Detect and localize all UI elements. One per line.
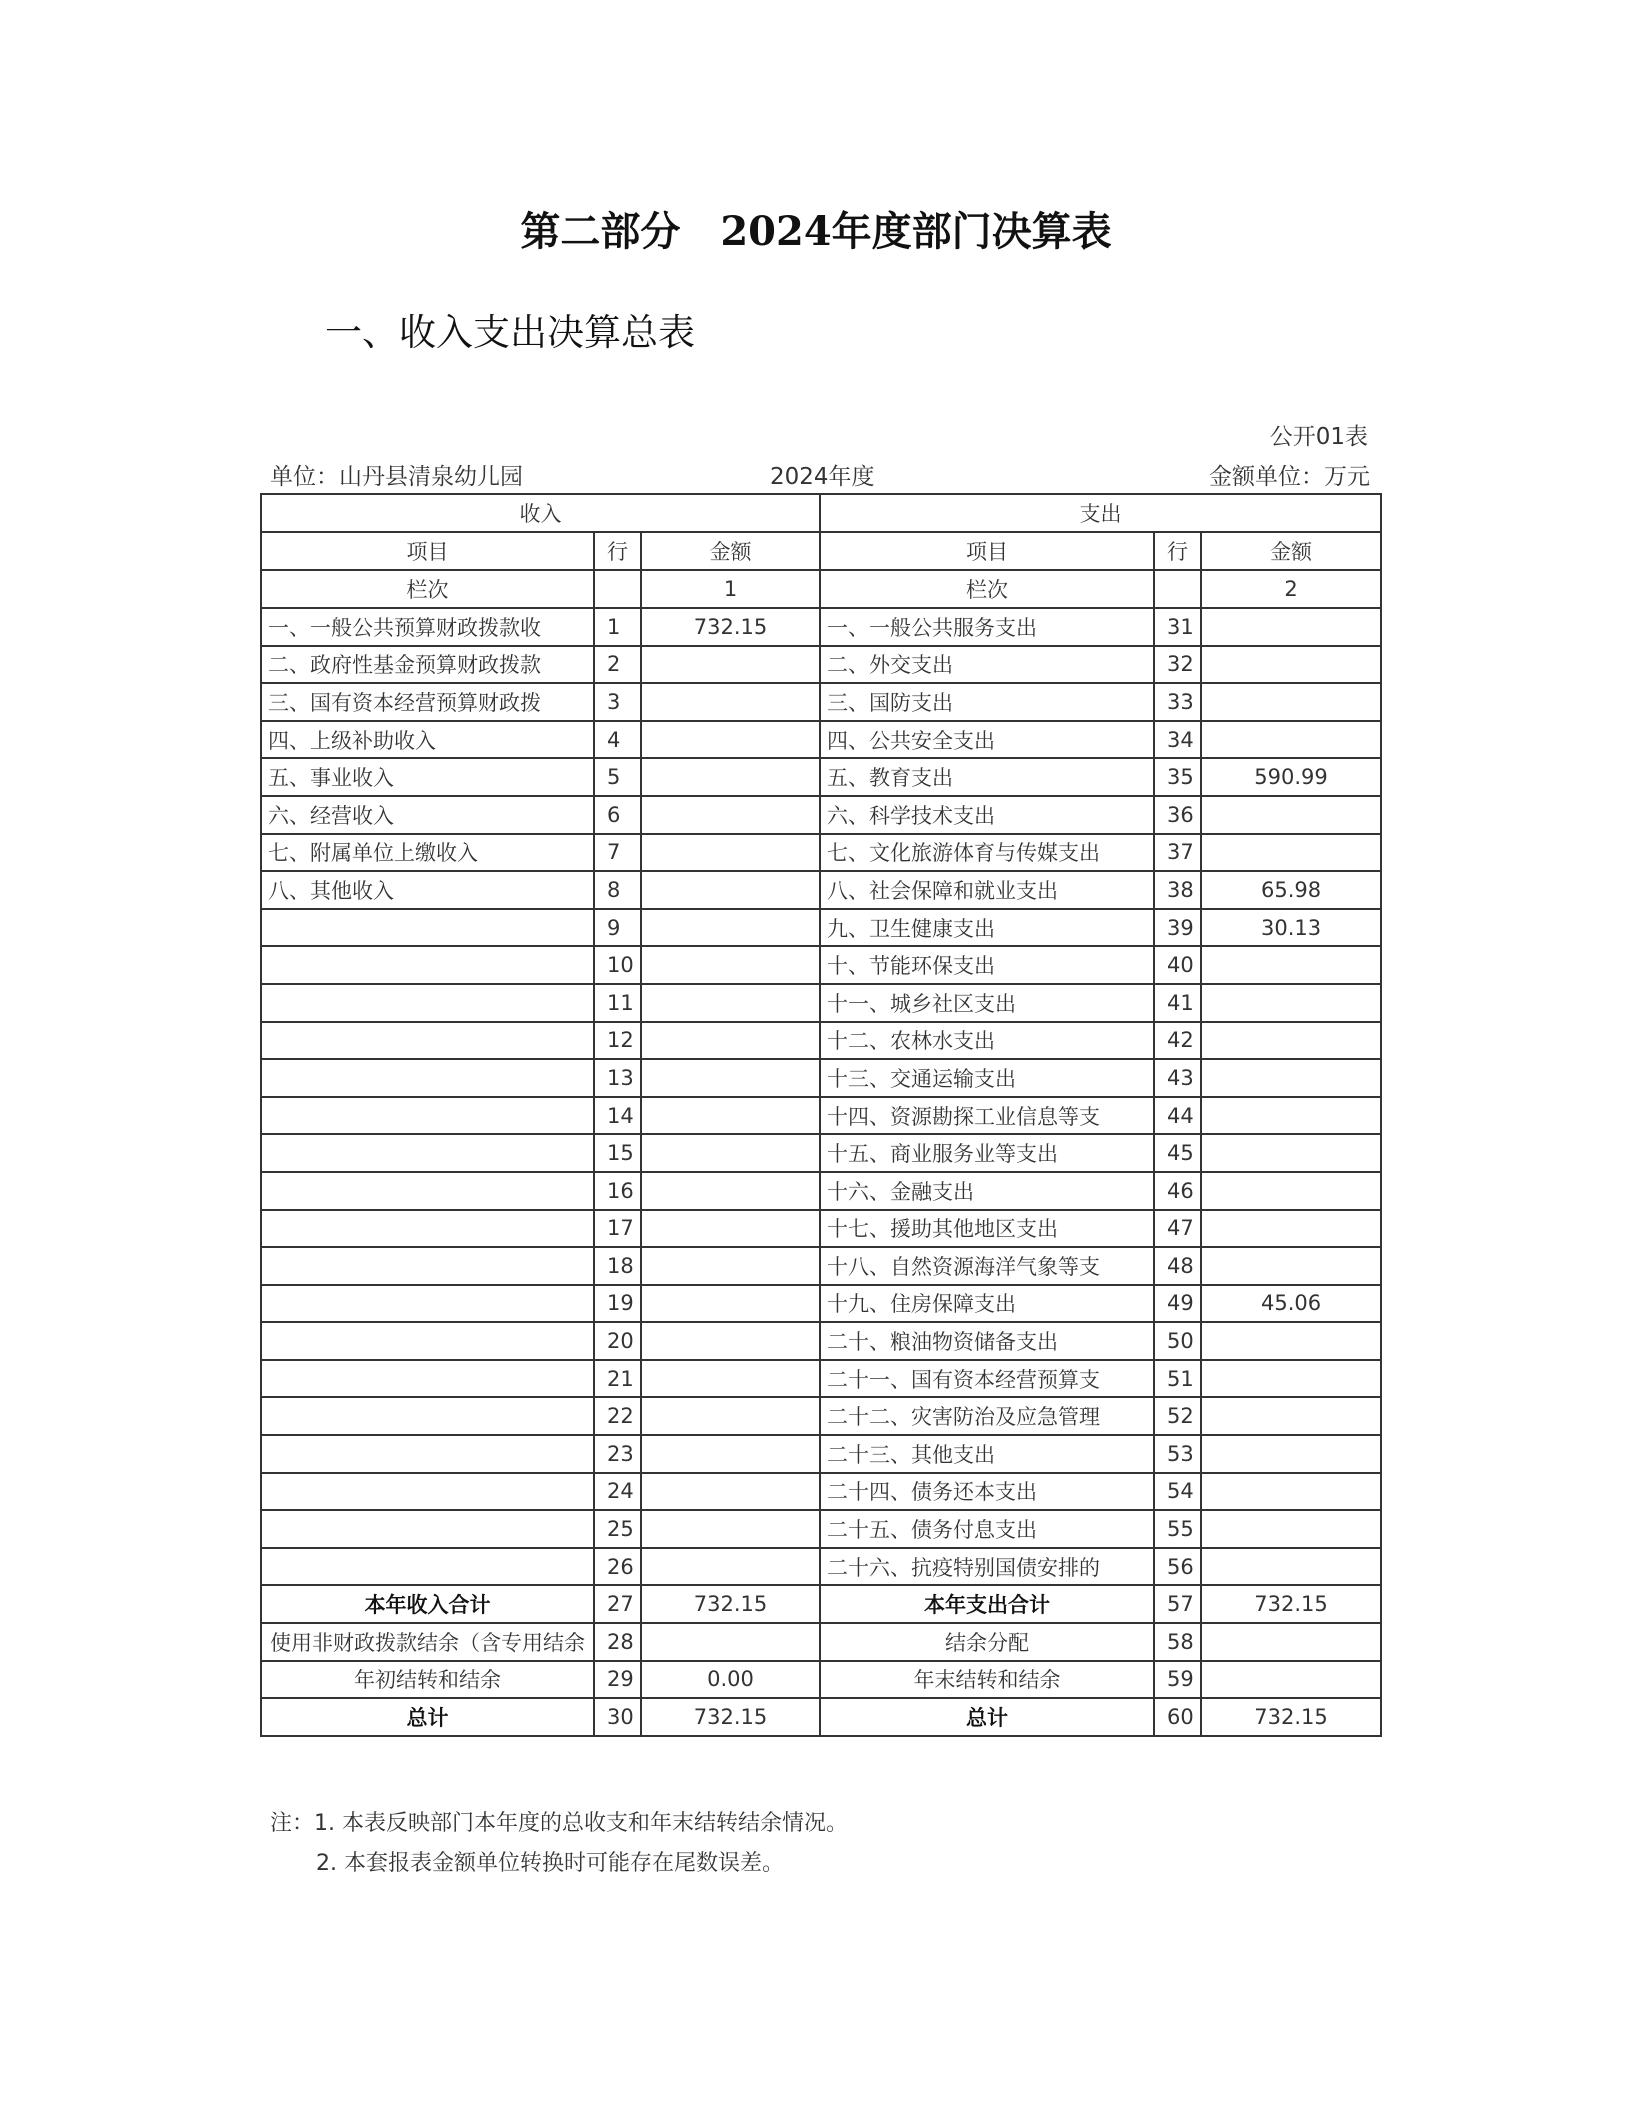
income-item: 三、国有资本经营预算财政拨 <box>261 683 594 721</box>
column-index: 2 <box>1201 570 1381 608</box>
unit-name: 单位：山丹县清泉幼儿园 <box>270 464 523 490</box>
expense-row-no: 59 <box>1154 1661 1201 1699</box>
income-item <box>261 1285 594 1323</box>
income-row-no: 25 <box>594 1510 641 1548</box>
income-item: 总计 <box>261 1698 594 1736</box>
expense-amount <box>1201 1397 1381 1435</box>
income-row-no: 3 <box>594 683 641 721</box>
expense-amount <box>1201 1435 1381 1473</box>
expense-item: 十三、交通运输支出 <box>820 1059 1154 1097</box>
table-row <box>261 1097 1381 1135</box>
income-row-no: 11 <box>594 984 641 1022</box>
expense-row-no: 48 <box>1154 1247 1201 1285</box>
expense-item: 二十二、灾害防治及应急管理 <box>820 1397 1154 1435</box>
expense-row-no: 46 <box>1154 1172 1201 1210</box>
expense-item: 十五、商业服务业等支出 <box>820 1134 1154 1172</box>
income-amount <box>641 1210 820 1248</box>
table-row <box>261 946 1381 984</box>
expense-item: 三、国防支出 <box>820 683 1154 721</box>
expense-row-no: 45 <box>1154 1134 1201 1172</box>
summary-row <box>261 1698 1381 1736</box>
expense-item: 一、一般公共服务支出 <box>820 608 1154 646</box>
income-row-no: 21 <box>594 1360 641 1398</box>
expense-amount: 30.13 <box>1201 909 1381 947</box>
summary-row <box>261 1623 1381 1661</box>
section-title: 一、收入支出决算总表 <box>325 311 695 354</box>
expense-amount <box>1201 1473 1381 1511</box>
expense-row-no: 42 <box>1154 1022 1201 1060</box>
income-item <box>261 1322 594 1360</box>
expense-row-no: 44 <box>1154 1097 1201 1135</box>
expense-item: 二、外交支出 <box>820 646 1154 684</box>
expense-item: 五、教育支出 <box>820 758 1154 796</box>
expense-item: 十六、金融支出 <box>820 1172 1154 1210</box>
table-row <box>261 1397 1381 1435</box>
income-row-no: 27 <box>594 1585 641 1623</box>
table-row <box>261 1360 1381 1398</box>
table-row <box>261 1059 1381 1097</box>
income-row-no: 24 <box>594 1473 641 1511</box>
expense-amount <box>1201 946 1381 984</box>
header-row-sections <box>261 494 1381 532</box>
income-amount <box>641 1285 820 1323</box>
expense-amount <box>1201 1134 1381 1172</box>
expense-item: 九、卫生健康支出 <box>820 909 1154 947</box>
income-row-no: 13 <box>594 1059 641 1097</box>
expense-item: 二十六、抗疫特别国债安排的 <box>820 1548 1154 1586</box>
income-item <box>261 946 594 984</box>
expense-row-no: 51 <box>1154 1360 1201 1398</box>
income-item <box>261 1022 594 1060</box>
empty-cell <box>1154 570 1201 608</box>
income-amount <box>641 1022 820 1060</box>
income-item <box>261 909 594 947</box>
form-number: 公开01表 <box>1269 424 1368 450</box>
expense-item: 十七、援助其他地区支出 <box>820 1210 1154 1248</box>
expense-item: 十四、资源勘探工业信息等支 <box>820 1097 1154 1135</box>
income-amount: 0.00 <box>641 1661 820 1699</box>
table-row <box>261 984 1381 1022</box>
income-expense-table <box>260 493 1382 1737</box>
expense-amount <box>1201 984 1381 1022</box>
income-item: 四、上级补助收入 <box>261 721 594 759</box>
expense-amount <box>1201 1022 1381 1060</box>
income-amount: 732.15 <box>641 1585 820 1623</box>
income-amount <box>641 758 820 796</box>
table-row <box>261 1285 1381 1323</box>
table-row <box>261 1134 1381 1172</box>
income-amount <box>641 984 820 1022</box>
income-item <box>261 1172 594 1210</box>
table-row <box>261 1548 1381 1586</box>
expense-amount <box>1201 683 1381 721</box>
expense-row-no: 57 <box>1154 1585 1201 1623</box>
expense-item: 本年支出合计 <box>820 1585 1154 1623</box>
income-item: 本年收入合计 <box>261 1585 594 1623</box>
expense-amount <box>1201 1210 1381 1248</box>
table-row <box>261 758 1381 796</box>
income-row-no: 10 <box>594 946 641 984</box>
income-item <box>261 1397 594 1435</box>
income-item <box>261 1059 594 1097</box>
col-row: 行 <box>594 532 641 570</box>
expense-amount: 45.06 <box>1201 1285 1381 1323</box>
expense-amount: 732.15 <box>1201 1698 1381 1736</box>
income-row-no: 20 <box>594 1322 641 1360</box>
expense-amount <box>1201 1623 1381 1661</box>
income-item <box>261 1473 594 1511</box>
expense-header: 支出 <box>820 494 1381 532</box>
table-row <box>261 683 1381 721</box>
income-item <box>261 1548 594 1586</box>
expense-item: 七、文化旅游体育与传媒支出 <box>820 834 1154 872</box>
col-item: 项目 <box>820 532 1154 570</box>
income-row-no: 5 <box>594 758 641 796</box>
unit-row <box>270 458 1370 488</box>
income-row-no: 29 <box>594 1661 641 1699</box>
income-amount <box>641 1623 820 1661</box>
expense-row-no: 53 <box>1154 1435 1201 1473</box>
income-row-no: 9 <box>594 909 641 947</box>
income-amount <box>641 1097 820 1135</box>
expense-amount <box>1201 1059 1381 1097</box>
income-row-no: 7 <box>594 834 641 872</box>
income-row-no: 12 <box>594 1022 641 1060</box>
expense-row-no: 58 <box>1154 1623 1201 1661</box>
income-amount: 732.15 <box>641 608 820 646</box>
income-row-no: 4 <box>594 721 641 759</box>
table-row <box>261 721 1381 759</box>
table-row <box>261 1322 1381 1360</box>
income-row-no: 8 <box>594 871 641 909</box>
expense-amount: 732.15 <box>1201 1585 1381 1623</box>
expense-amount <box>1201 834 1381 872</box>
expense-item: 二十五、债务付息支出 <box>820 1510 1154 1548</box>
income-amount <box>641 1360 820 1398</box>
income-item: 五、事业收入 <box>261 758 594 796</box>
note-1: 注：1. 本表反映部门本年度的总收支和年末结转结余情况。 <box>270 1811 848 1836</box>
expense-row-no: 34 <box>1154 721 1201 759</box>
summary-row <box>261 1661 1381 1699</box>
expense-amount <box>1201 1548 1381 1586</box>
table-row <box>261 1022 1381 1060</box>
expense-amount <box>1201 1322 1381 1360</box>
income-amount <box>641 646 820 684</box>
column-index: 1 <box>641 570 820 608</box>
income-row-no: 19 <box>594 1285 641 1323</box>
expense-row-no: 52 <box>1154 1397 1201 1435</box>
expense-item: 结余分配 <box>820 1623 1154 1661</box>
expense-amount <box>1201 1247 1381 1285</box>
income-amount <box>641 1134 820 1172</box>
income-amount: 732.15 <box>641 1698 820 1736</box>
expense-row-no: 54 <box>1154 1473 1201 1511</box>
table-row <box>261 646 1381 684</box>
col-amount: 金额 <box>641 532 820 570</box>
expense-row-no: 32 <box>1154 646 1201 684</box>
income-item: 二、政府性基金预算财政拨款 <box>261 646 594 684</box>
expense-item: 二十一、国有资本经营预算支 <box>820 1360 1154 1398</box>
expense-row-no: 50 <box>1154 1322 1201 1360</box>
col-item: 项目 <box>261 532 594 570</box>
table-row <box>261 1210 1381 1248</box>
income-item <box>261 1134 594 1172</box>
table-row <box>261 871 1381 909</box>
expense-amount <box>1201 646 1381 684</box>
expense-row-no: 55 <box>1154 1510 1201 1548</box>
expense-row-no: 39 <box>1154 909 1201 947</box>
income-amount <box>641 1247 820 1285</box>
expense-amount <box>1201 721 1381 759</box>
expense-amount <box>1201 796 1381 834</box>
column-index-row <box>261 570 1381 608</box>
income-item: 一、一般公共预算财政拨款收 <box>261 608 594 646</box>
income-item: 年初结转和结余 <box>261 1661 594 1699</box>
expense-row-no: 40 <box>1154 946 1201 984</box>
income-item: 七、附属单位上缴收入 <box>261 834 594 872</box>
income-amount <box>641 1059 820 1097</box>
income-row-no: 22 <box>594 1397 641 1435</box>
income-row-no: 30 <box>594 1698 641 1736</box>
table-row <box>261 909 1381 947</box>
expense-item: 总计 <box>820 1698 1154 1736</box>
expense-row-no: 43 <box>1154 1059 1201 1097</box>
income-row-no: 23 <box>594 1435 641 1473</box>
income-item <box>261 1210 594 1248</box>
expense-amount <box>1201 1661 1381 1699</box>
header-row-columns <box>261 532 1381 570</box>
expense-item: 二十、粮油物资储备支出 <box>820 1322 1154 1360</box>
income-item <box>261 1435 594 1473</box>
income-amount <box>641 1473 820 1511</box>
expense-amount <box>1201 1172 1381 1210</box>
table-row <box>261 608 1381 646</box>
income-row-no: 16 <box>594 1172 641 1210</box>
income-item <box>261 1510 594 1548</box>
table-row <box>261 796 1381 834</box>
income-row-no: 17 <box>594 1210 641 1248</box>
expense-amount <box>1201 1097 1381 1135</box>
table-row <box>261 1172 1381 1210</box>
expense-row-no: 36 <box>1154 796 1201 834</box>
income-row-no: 1 <box>594 608 641 646</box>
expense-amount: 65.98 <box>1201 871 1381 909</box>
expense-amount <box>1201 1360 1381 1398</box>
expense-item: 二十三、其他支出 <box>820 1435 1154 1473</box>
expense-row-no: 47 <box>1154 1210 1201 1248</box>
table-row <box>261 1510 1381 1548</box>
income-amount <box>641 871 820 909</box>
income-amount <box>641 1172 820 1210</box>
expense-row-no: 31 <box>1154 608 1201 646</box>
summary-row <box>261 1585 1381 1623</box>
income-amount <box>641 683 820 721</box>
expense-item: 十一、城乡社区支出 <box>820 984 1154 1022</box>
income-item: 八、其他收入 <box>261 871 594 909</box>
income-item <box>261 984 594 1022</box>
expense-item: 年末结转和结余 <box>820 1661 1154 1699</box>
income-item <box>261 1360 594 1398</box>
income-row-no: 15 <box>594 1134 641 1172</box>
expense-item: 十、节能环保支出 <box>820 946 1154 984</box>
table-row <box>261 834 1381 872</box>
income-item <box>261 1247 594 1285</box>
expense-row-no: 49 <box>1154 1285 1201 1323</box>
expense-amount <box>1201 608 1381 646</box>
expense-item: 六、科学技术支出 <box>820 796 1154 834</box>
expense-amount <box>1201 1510 1381 1548</box>
page-title: 第二部分 2024年度部门决算表 <box>520 208 1112 255</box>
expense-row-no: 37 <box>1154 834 1201 872</box>
income-item <box>261 1097 594 1135</box>
expense-row-no: 38 <box>1154 871 1201 909</box>
expense-row-no: 56 <box>1154 1548 1201 1586</box>
expense-item: 十九、住房保障支出 <box>820 1285 1154 1323</box>
expense-item: 四、公共安全支出 <box>820 721 1154 759</box>
report-year: 2024年度 <box>770 464 875 490</box>
income-row-no: 28 <box>594 1623 641 1661</box>
expense-amount: 590.99 <box>1201 758 1381 796</box>
expense-item: 二十四、债务还本支出 <box>820 1473 1154 1511</box>
income-row-no: 14 <box>594 1097 641 1135</box>
column-label: 栏次 <box>261 570 594 608</box>
income-amount <box>641 1322 820 1360</box>
note-2: 2. 本套报表金额单位转换时可能存在尾数误差。 <box>316 1851 784 1876</box>
expense-row-no: 41 <box>1154 984 1201 1022</box>
income-header: 收入 <box>261 494 820 532</box>
column-label: 栏次 <box>820 570 1154 608</box>
income-amount <box>641 1397 820 1435</box>
income-row-no: 26 <box>594 1548 641 1586</box>
expense-row-no: 60 <box>1154 1698 1201 1736</box>
income-amount <box>641 796 820 834</box>
income-amount <box>641 946 820 984</box>
expense-item: 八、社会保障和就业支出 <box>820 871 1154 909</box>
expense-item: 十二、农林水支出 <box>820 1022 1154 1060</box>
income-row-no: 2 <box>594 646 641 684</box>
empty-cell <box>594 570 641 608</box>
income-amount <box>641 1548 820 1586</box>
income-amount <box>641 721 820 759</box>
col-row: 行 <box>1154 532 1201 570</box>
table-row <box>261 1473 1381 1511</box>
income-item: 使用非财政拨款结余（含专用结余 <box>261 1623 594 1661</box>
income-row-no: 18 <box>594 1247 641 1285</box>
money-unit: 金额单位：万元 <box>1209 464 1370 490</box>
table-row <box>261 1435 1381 1473</box>
expense-row-no: 35 <box>1154 758 1201 796</box>
income-amount <box>641 834 820 872</box>
expense-row-no: 33 <box>1154 683 1201 721</box>
income-amount <box>641 909 820 947</box>
income-amount <box>641 1435 820 1473</box>
col-amount: 金额 <box>1201 532 1381 570</box>
table-row <box>261 1247 1381 1285</box>
income-row-no: 6 <box>594 796 641 834</box>
expense-item: 十八、自然资源海洋气象等支 <box>820 1247 1154 1285</box>
income-item: 六、经营收入 <box>261 796 594 834</box>
income-amount <box>641 1510 820 1548</box>
